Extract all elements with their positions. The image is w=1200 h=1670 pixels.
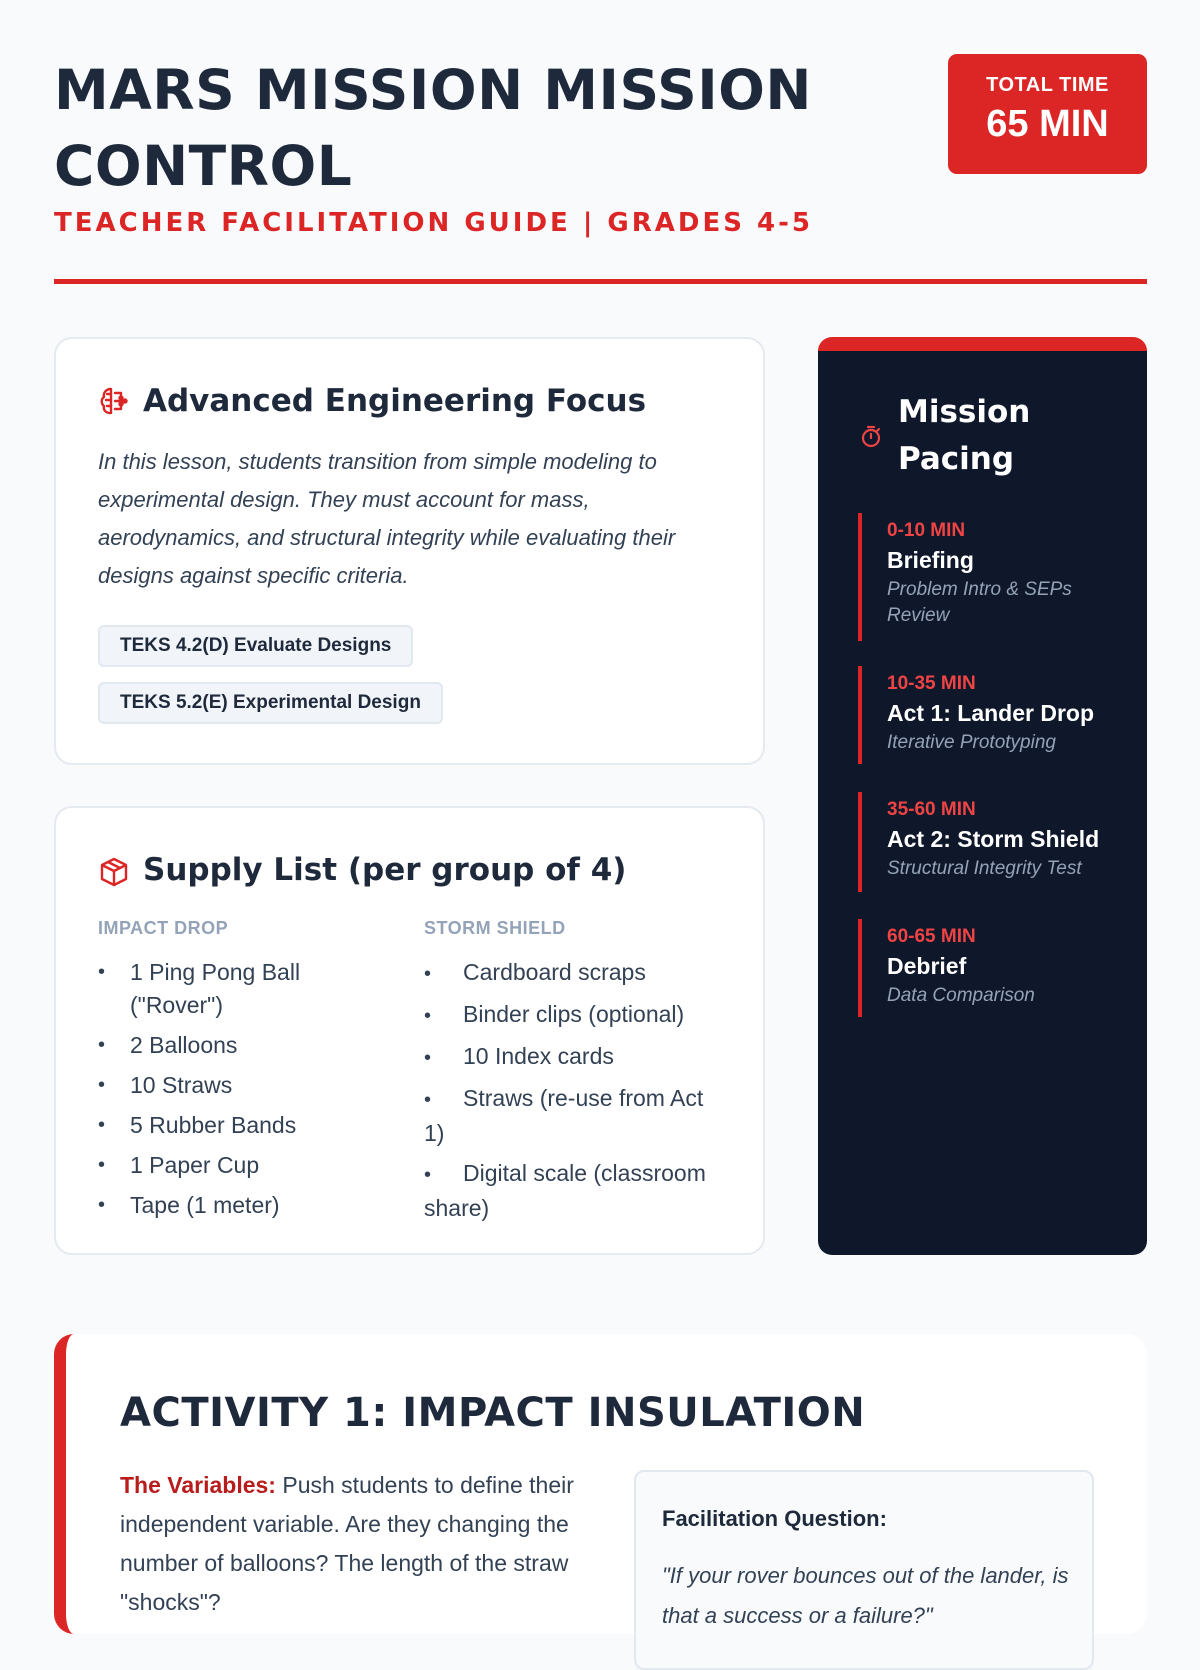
supply-list-title: Supply List (per group of 4) bbox=[143, 852, 627, 888]
list-item: • 10 Index cards bbox=[424, 1040, 724, 1075]
total-time-badge bbox=[948, 54, 1147, 174]
pacing-desc: Structural Integrity Test bbox=[887, 858, 1082, 879]
facilitation-question-box bbox=[634, 1470, 1094, 1670]
list-item: • 1 Ping Pong Ball ("Rover") bbox=[98, 956, 398, 1022]
mission-pacing-panel bbox=[818, 337, 1147, 1255]
variables-body: Push students to define their independent variable. Are they changing the number of balloons? The length of the straw "shocks"? bbox=[120, 1472, 574, 1615]
pacing-time: 60-65 MIN bbox=[887, 926, 976, 947]
pacing-item bbox=[858, 792, 1128, 892]
pacing-name: Act 1: Lander Drop bbox=[887, 700, 1095, 726]
pacing-desc: Iterative Prototyping bbox=[887, 732, 1056, 753]
total-time-label: TOTAL TIME bbox=[986, 74, 1109, 96]
list-item: • Tape (1 meter) bbox=[98, 1189, 398, 1222]
pacing-desc: Problem Intro & SEPs Review bbox=[887, 579, 1072, 626]
engineering-focus-title: Advanced Engineering Focus bbox=[143, 383, 647, 419]
pacing-name: Debrief bbox=[887, 953, 967, 979]
supply-list-card bbox=[54, 806, 765, 1255]
list-item: • Cardboard scraps bbox=[424, 956, 724, 991]
list-item: • 10 Straws bbox=[98, 1069, 398, 1102]
pacing-item bbox=[858, 513, 1128, 641]
pacing-item bbox=[858, 666, 1128, 764]
page-header bbox=[54, 52, 1147, 284]
activity-1-section bbox=[54, 1334, 1147, 1634]
stopwatch-icon bbox=[858, 423, 884, 449]
box-icon bbox=[98, 856, 130, 888]
list-item: • Binder clips (optional) bbox=[424, 998, 724, 1033]
impact-drop-list bbox=[98, 956, 398, 1229]
list-item: • Digital scale (classroom share) bbox=[424, 1157, 724, 1225]
storm-shield-list bbox=[424, 956, 724, 1232]
pacing-time: 0-10 MIN bbox=[887, 520, 966, 541]
activity-title: ACTIVITY 1: IMPACT INSULATION bbox=[120, 1390, 866, 1436]
pacing-name: Act 2: Storm Shield bbox=[887, 826, 1100, 852]
engineering-focus-text: In this lesson, students transition from simple modeling to experimental design. They must account for mass, aerodynamics, and structural integrity while evaluating their designs against specific criteria. bbox=[98, 449, 676, 588]
total-time-value: 65 MIN bbox=[986, 103, 1109, 145]
pacing-name: Briefing bbox=[887, 547, 974, 573]
pacing-desc: Data Comparison bbox=[887, 985, 1035, 1006]
pacing-item bbox=[858, 919, 1128, 1017]
list-item: • 2 Balloons bbox=[98, 1029, 398, 1062]
activity-variables-text bbox=[120, 1466, 590, 1622]
facilitation-question-label: Facilitation Question: bbox=[662, 1506, 887, 1531]
page-subtitle: TEACHER FACILITATION GUIDE | GRADES 4-5 bbox=[54, 208, 813, 238]
brain-icon bbox=[98, 385, 130, 417]
list-item: • 5 Rubber Bands bbox=[98, 1109, 398, 1142]
facilitation-question-text: "If your rover bounces out of the lander, is that a success or a failure?" bbox=[662, 1563, 1069, 1628]
mission-pacing-title: Mission Pacing bbox=[898, 394, 1031, 477]
variables-label: The Variables: bbox=[120, 1472, 276, 1498]
teks-tag: TEKS 5.2(E) Experimental Design bbox=[98, 682, 443, 724]
list-item: • 1 Paper Cup bbox=[98, 1149, 398, 1182]
pacing-time: 10-35 MIN bbox=[887, 673, 976, 694]
supply-column-heading: IMPACT DROP bbox=[98, 918, 229, 938]
teks-tag: TEKS 4.2(D) Evaluate Designs bbox=[98, 625, 413, 667]
pacing-time: 35-60 MIN bbox=[887, 799, 976, 820]
list-item: • Straws (re-use from Act 1) bbox=[424, 1082, 724, 1150]
supply-column-heading: STORM SHIELD bbox=[424, 918, 566, 938]
engineering-focus-card bbox=[54, 337, 765, 765]
page-title: MARS MISSION MISSION CONTROL bbox=[54, 58, 812, 198]
